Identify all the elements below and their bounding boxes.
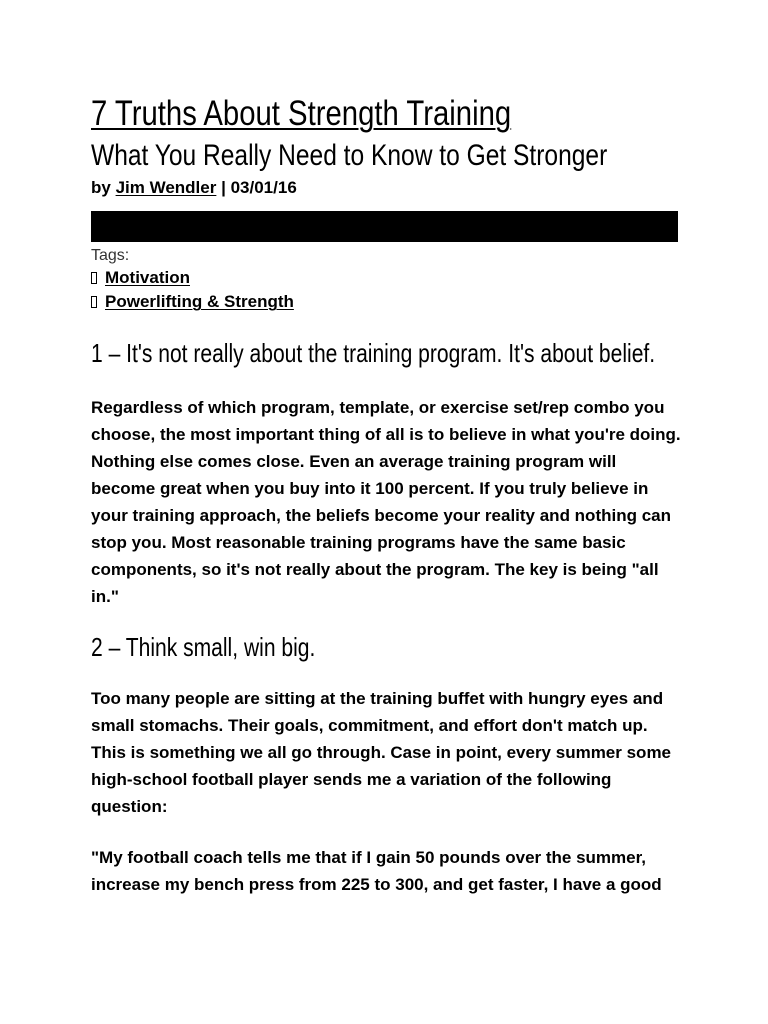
paragraph-line: choose, the most important thing of all is to believe in what you're doing. [91, 425, 681, 444]
paragraph-line: question: [91, 797, 168, 816]
section-heading-wrap [91, 337, 751, 369]
tags-list [91, 266, 294, 314]
publish-date: 03/01/16 [230, 178, 297, 197]
tag-link-motivation[interactable]: Motivation [105, 268, 190, 287]
tag-item [91, 266, 294, 290]
paragraph-line: increase my bench press from 225 to 300, and get faster, I have a good [91, 875, 662, 894]
paragraph-line: stop you. Most reasonable training programs have the same basic [91, 533, 626, 552]
byline [91, 178, 297, 198]
tag-item [91, 290, 294, 314]
paragraph-line: your training approach, the beliefs become your reality and nothing can [91, 506, 671, 525]
quote-paragraph [91, 844, 662, 898]
article-title-wrap [91, 93, 751, 135]
paragraph-line: Nothing else comes close. Even an average training program will [91, 452, 617, 471]
tag-icon [91, 296, 97, 308]
tag-icon [91, 272, 97, 284]
article-title: 7 Truths About Strength Training [91, 94, 512, 133]
byline-separator: | [221, 178, 226, 197]
paragraph-line: "My football coach tells me that if I gain 50 pounds over the summer, [91, 848, 647, 867]
paragraph-line: small stomachs. Their goals, commitment, and effort don't match up. [91, 716, 648, 735]
paragraph [91, 685, 671, 820]
section-heading-wrap [91, 631, 751, 663]
tags-label: Tags: [91, 247, 130, 264]
paragraph-line: Regardless of which program, template, or exercise set/rep combo you [91, 398, 665, 417]
paragraph-line: high-school football player sends me a variation of the following [91, 770, 612, 789]
article-subtitle: What You Really Need to Know to Get Stronger [91, 139, 608, 172]
tag-link-powerlifting-strength[interactable]: Powerlifting & Strength [105, 292, 294, 311]
paragraph-line: components, so it's not really about the program. The key is being "all [91, 560, 659, 579]
paragraph [91, 394, 681, 610]
black-banner [91, 211, 678, 242]
section-heading: 1 – It's not really about the training program. It's about belief. [91, 338, 656, 368]
author-link[interactable]: Jim Wendler [115, 178, 217, 197]
paragraph-line: Too many people are sitting at the training buffet with hungry eyes and [91, 689, 664, 708]
article-subtitle-wrap [91, 138, 751, 174]
section-heading: 2 – Think small, win big. [91, 632, 316, 662]
byline-prefix: by [91, 178, 111, 197]
paragraph-line: become great when you buy into it 100 percent. If you truly believe in [91, 479, 649, 498]
paragraph-line: in." [91, 587, 119, 606]
paragraph-line: This is something we all go through. Case in point, every summer some [91, 743, 672, 762]
